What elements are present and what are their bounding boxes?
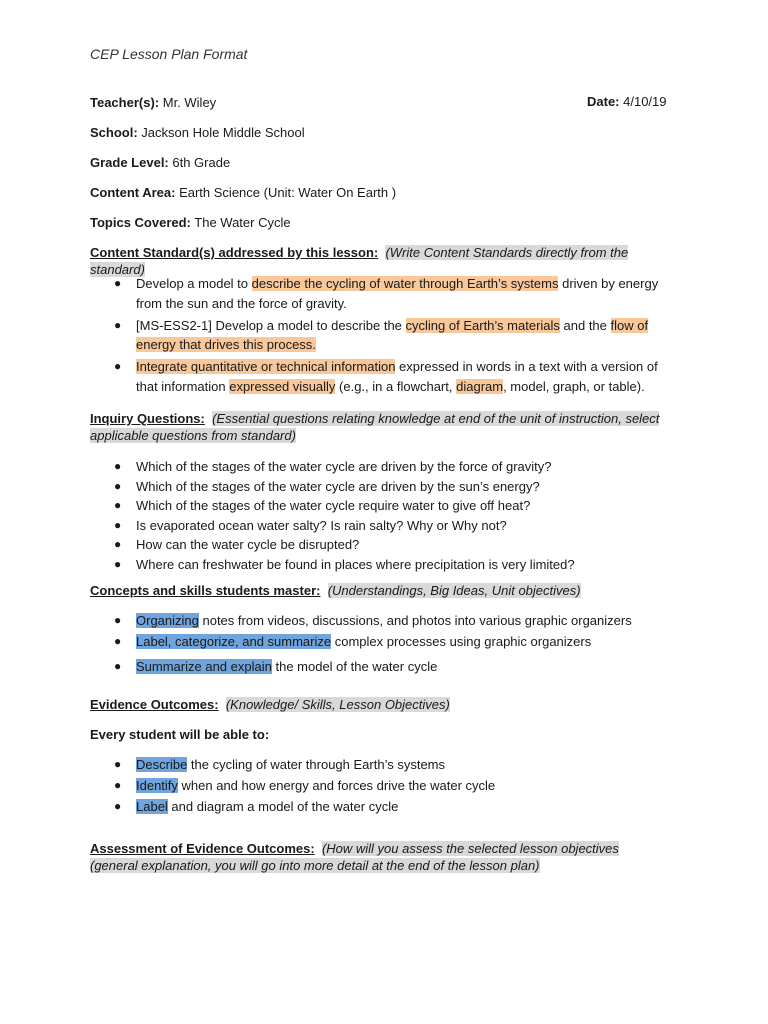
bullet-icon: ● — [114, 613, 122, 627]
inquiry-heading-line — [90, 410, 670, 444]
bullet-icon: ● — [114, 634, 122, 648]
content-area-line — [90, 184, 396, 201]
bullet-icon: ● — [114, 317, 122, 332]
topics-line — [90, 214, 291, 231]
list-item: ● Label and diagram a model of the water cycle — [112, 796, 682, 817]
grade-line — [90, 154, 230, 171]
content-area-label: Content Area: — [90, 185, 176, 200]
teacher-label: Teacher(s): — [90, 95, 160, 110]
list-item: ● Integrate quantitative or technical information expressed in words in a text with a version of that information expressed visually (e.g., in a flowchart, diagram, model, graph, or table). — [114, 359, 658, 394]
list-item: ● Where can freshwater be found in places where precipitation is very limited? — [112, 555, 682, 575]
bullet-icon: ● — [114, 778, 122, 792]
bullet-icon: ● — [114, 799, 122, 813]
list-item: ● Label, categorize, and summarize complex processes using graphic organizers — [112, 631, 682, 652]
list-item: ● Identify when and how energy and forces drive the water cycle — [112, 775, 682, 796]
concepts-heading-line — [90, 582, 670, 599]
standards-heading-line — [90, 244, 670, 278]
every-student-label: Every student will be able to: — [90, 727, 270, 742]
list-item: ● Which of the stages of the water cycle are driven by the force of gravity? — [112, 457, 682, 477]
concepts-note: (Understandings, Big Ideas, Unit objectives) — [327, 583, 581, 598]
list-item: ● How can the water cycle be disrupted? — [112, 535, 682, 555]
standards-heading: Content Standard(s) addressed by this lesson: — [90, 245, 379, 260]
inquiry-heading: Inquiry Questions: — [90, 411, 205, 426]
date-value: 4/10/19 — [619, 94, 667, 109]
school-value: Jackson Hole Middle School — [137, 125, 305, 140]
evidence-list — [112, 754, 682, 817]
list-item: ● Which of the stages of the water cycle are driven by the sun’s energy? — [112, 477, 682, 497]
topics-label: Topics Covered: — [90, 215, 191, 230]
list-item: ● Is evaporated ocean water salty? Is rain salty? Why or Why not? — [112, 516, 682, 536]
assessment-heading: Assessment of Evidence Outcomes: — [90, 841, 315, 856]
bullet-icon: ● — [114, 537, 122, 551]
bullet-icon: ● — [114, 757, 122, 771]
bullet-icon: ● — [114, 517, 122, 532]
bullet-icon: ● — [114, 459, 122, 473]
evidence-heading: Evidence Outcomes: — [90, 697, 219, 712]
evidence-heading-line — [90, 696, 670, 713]
concepts-list — [112, 610, 682, 681]
assessment-note: (How will you assess the selected lesson objectives (general explanation, you will go into more detail at the end of the lesson plan) — [90, 841, 619, 873]
bullet-icon: ● — [114, 276, 122, 290]
list-item: ● Organizing notes from videos, discussions, and photos into various graphic organizers — [112, 610, 682, 631]
list-item: ● Summarize and explain the model of the water cycle — [112, 652, 682, 681]
topics-value: The Water Cycle — [190, 215, 291, 230]
bullet-icon: ● — [114, 478, 122, 493]
bullet-icon: ● — [114, 659, 122, 673]
inquiry-list — [112, 457, 682, 574]
list-item: ● [MS-ESS2-1] Develop a model to describe the cycling of Earth’s materials and the flow of energy that drives this process. — [114, 317, 649, 352]
grade-value: 6th Grade — [168, 155, 231, 170]
school-line — [90, 124, 305, 141]
date-label: Date: — [587, 94, 620, 109]
document-title: CEP Lesson Plan Format — [90, 46, 248, 62]
content-area-value: Earth Science (Unit: Water On Earth ) — [175, 185, 397, 200]
bullet-icon: ● — [114, 498, 122, 512]
bullet-icon: ● — [114, 556, 122, 571]
grade-label: Grade Level: — [90, 155, 169, 170]
list-item: ● Which of the stages of the water cycle require water to give off heat? — [112, 496, 682, 516]
bullet-icon: ● — [114, 359, 122, 373]
teacher-line — [90, 94, 216, 111]
list-item: ● Develop a model to describe the cycling of water through Earth’s systems driven by energy from the sun and the force of gravity. — [114, 276, 659, 311]
date-line — [587, 94, 667, 109]
inquiry-note: (Essential questions relating knowledge at end of the unit of instruction, select applicable questions from standard) — [90, 411, 660, 443]
concepts-heading: Concepts and skills students master: — [90, 583, 321, 598]
school-label: School: — [90, 125, 138, 140]
assessment-heading-line — [90, 840, 670, 874]
standards-note: (Write Content Standards directly from the standard) — [90, 245, 629, 277]
standards-list — [112, 274, 682, 399]
teacher-value: Mr. Wiley — [159, 95, 217, 110]
evidence-note: (Knowledge/ Skills, Lesson Objectives) — [225, 697, 450, 712]
list-item: ● Describe the cycling of water through Earth’s systems — [112, 754, 682, 775]
